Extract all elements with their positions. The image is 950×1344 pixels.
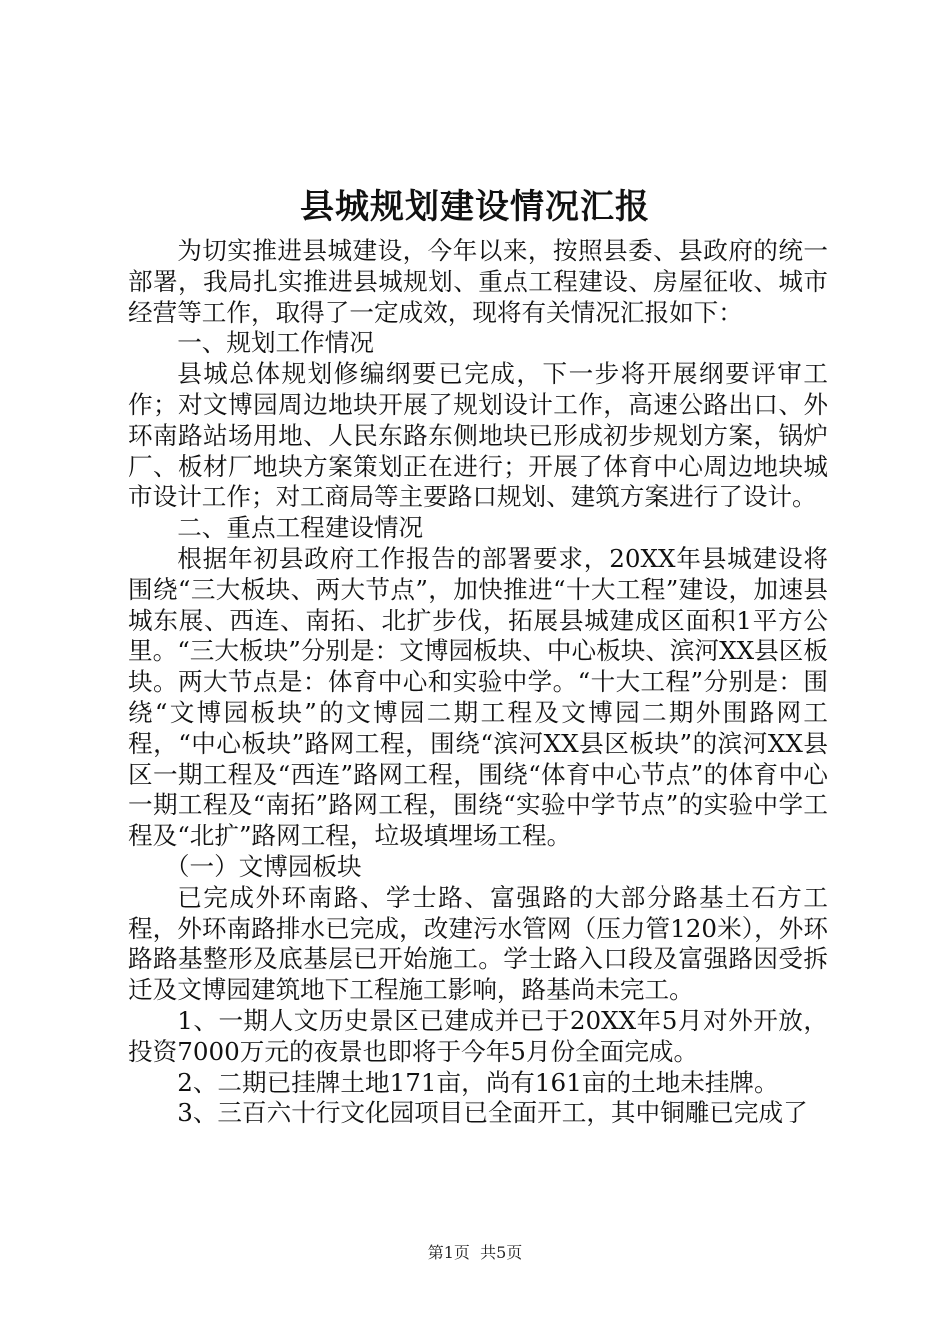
- planning-paragraph: 县城总体规划修编纲要已完成，下一步将开展纲要评审工作；对文博园周边地块开展了规划设计工作，高速公路出口、外环南路站场用地、人民东路东侧地块已形成初步规划方案，锅炉厂、板材厂地块方案策划正在进行；开展了体育中心周边地块城市设计工作；对工商局等主要路口规划、建筑方案进行了设计。: [128, 359, 828, 512]
- list-item-1: 1、一期人文历史景区已建成并已于20XX年5月对外开放，投资7000万元的夜景也即将于今年5月份全面完成。: [128, 1005, 828, 1066]
- document-title: 县城规划建设情况汇报: [300, 187, 650, 227]
- intro-paragraph: 为切实推进县城建设，今年以来，按照县委、县政府的统一部署，我局扎实推进县城规划、重点工程建设、房屋征收、城市经营等工作，取得了一定成效，现将有关情况汇报如下：: [128, 236, 828, 327]
- document-body: [128, 236, 828, 1129]
- subsection-heading-wenboyuan: （一）文博园板块: [164, 851, 362, 881]
- key-projects-paragraph: 根据年初县政府工作报告的部署要求，20XX年县城建设将围绕“三大板块、两大节点”，加快推进“十大工程”建设，加速县城东展、西连、南拓、北扩步伐，拓展县城建成区面积1平方公里。“三大板块”分别是：文博园板块、中心板块、滨河XX县区板块。两大节点是：体育中心和实验中学。“十大工程”分别是：围绕“文博园板块”的文博园二期工程及文博园二期外围路网工程，“中心板块”路网工程，围绕“滨河XX县区板块”的滨河XX县区一期工程及“西连”路网工程，围绕“体育中心节点”的体育中心一期工程及“南拓”路网工程，围绕“实验中学节点”的实验中学工程及“北扩”路网工程，垃圾填埋场工程。: [128, 543, 828, 851]
- list-item-2: 2、二期已挂牌土地171亩，尚有161亩的土地未挂牌。: [177, 1067, 779, 1097]
- page-total: 共5页: [480, 1243, 523, 1262]
- list-item-3: 3、三百六十行文化园项目已全面开工，其中铜雕已完成了: [177, 1098, 808, 1128]
- section-heading-planning: 一、规划工作情况: [177, 328, 374, 358]
- page-footer: [0, 1242, 950, 1264]
- footer-separator: [470, 1243, 480, 1262]
- wenboyuan-paragraph: 已完成外环南路、学士路、富强路的大部分路基土石方工程，外环南路排水已完成，改建污水管网（压力管120米），外环路路基整形及底基层已开始施工。学士路入口段及富强路因受拆迁及文博园建筑地下工程施工影响，路基尚未完工。: [128, 882, 828, 1005]
- page-number: 第1页: [427, 1243, 470, 1262]
- section-heading-key-projects: 二、重点工程建设情况: [177, 513, 424, 543]
